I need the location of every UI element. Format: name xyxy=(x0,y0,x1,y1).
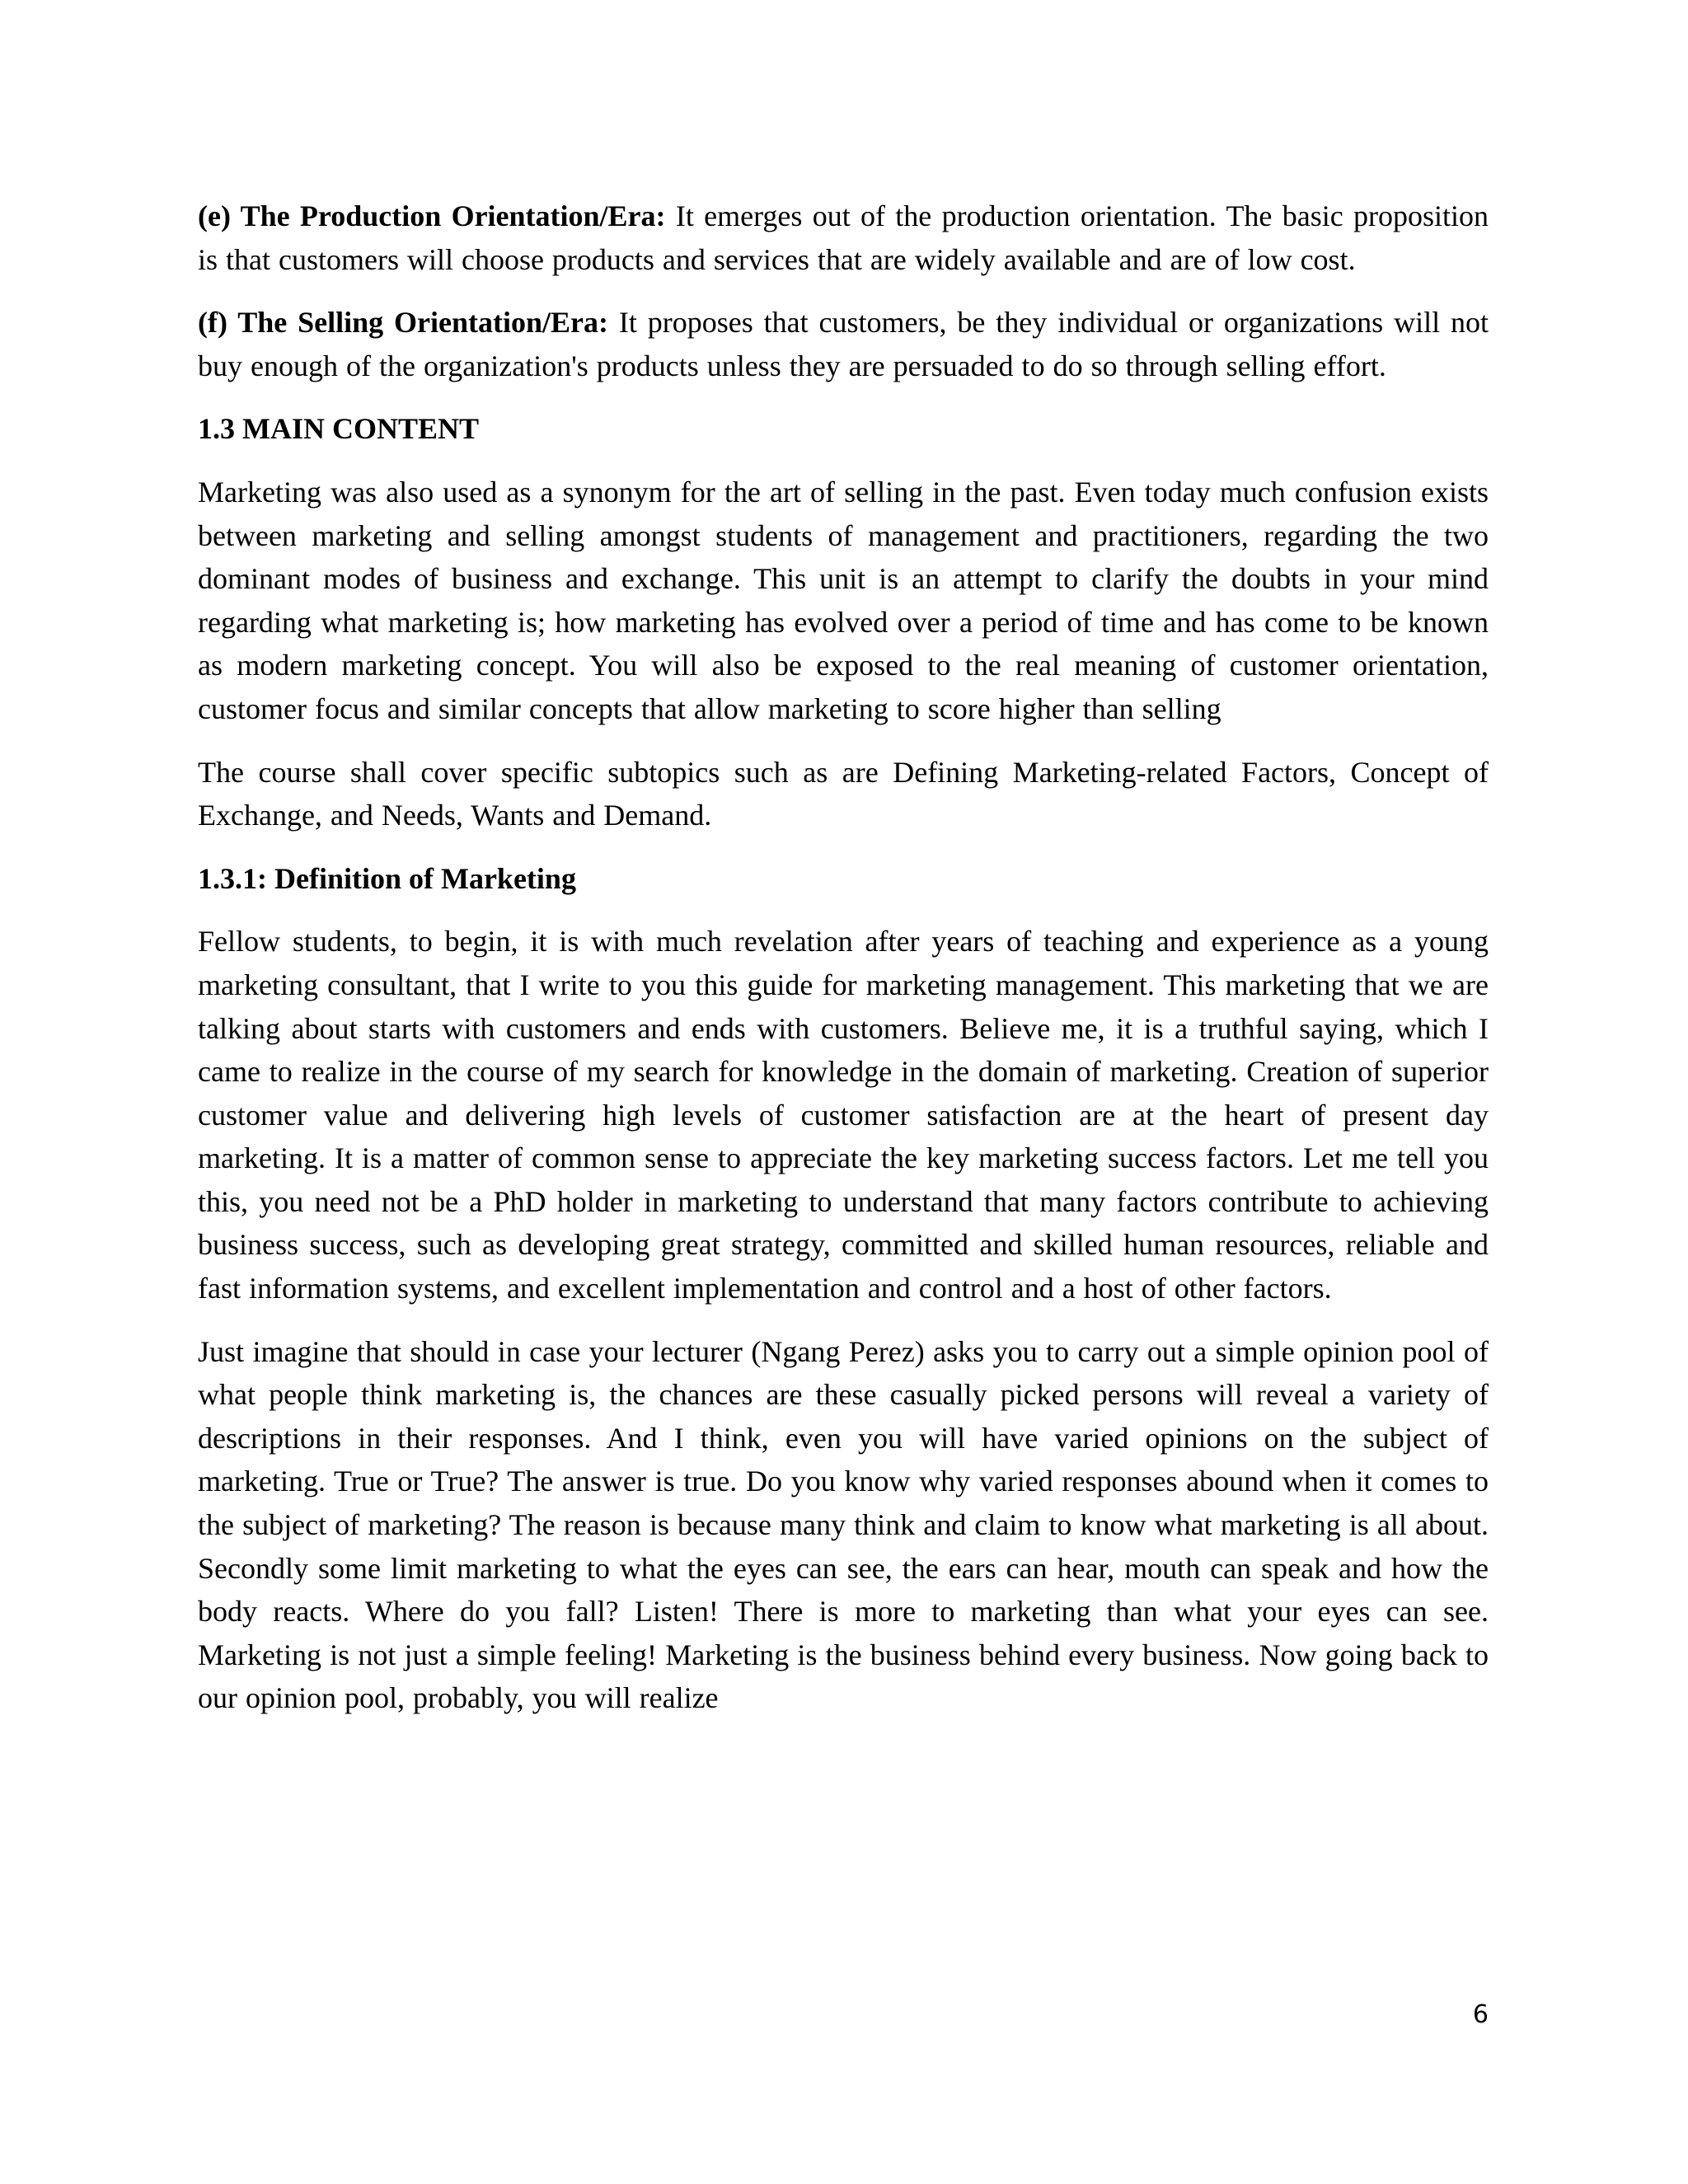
paragraph-definition-2: Just imagine that should in case your lecturer (Ngang Perez) asks you to carry out a simple opinion pool of what people think marketing is, the chances are these casually picked persons will reveal a variety of descriptions in their responses. And I think, even you will have varied opinions on the subject of marketing. True or True? The answer is true. Do you know why varied responses abound when it comes to the subject of marketing? The reason is because many think and claim to know what marketing is all about. Secondly some limit marketing to what the eyes can see, the ears can hear, mouth can speak and how the body reacts. Where do you fall? Listen! There is more to marketing than what your eyes can see. Marketing is not just a simple feeling! Marketing is the business behind every business. Now going back to our opinion pool, probably, you will realize xyxy=(198,1334,1489,1715)
paragraph-production-orientation xyxy=(198,194,1489,281)
paragraph-main-content-2: The course shall cover specific subtopics such as are Defining Marketing-related Factors, Concept of Exchange, and Needs, Wants and Demand. xyxy=(198,755,1489,832)
page-number: 6 xyxy=(1472,2000,1489,2029)
paragraph-selling-orientation xyxy=(198,301,1489,387)
production-orientation-lead: (e) The Production Orientation/Era: xyxy=(198,199,666,232)
selling-orientation-lead: (f) The Selling Orientation/Era: xyxy=(198,306,608,340)
production-orientation-body: It emerges out of the production orientation. The basic proposition is that customers will choose products and services that are widely available and are of low cost. xyxy=(198,199,1489,276)
heading-definition-of-marketing: 1.3.1: Definition of Marketing xyxy=(198,861,576,895)
selling-orientation-body: It proposes that customers, be they individual or organizations will not buy enough of the organization's products unless they are persuaded to do so through selling effort. xyxy=(198,306,1489,382)
paragraph-definition-1: Fellow students, to begin, it is with much revelation after years of teaching and experience as a young marketing consultant, that I write to you this guide for marketing management. This marketing that we are talking about starts with customers and ends with customers. Believe me, it is a truthful saying, which I came to realize in the course of my search for knowledge in the domain of marketing. Creation of superior customer value and delivering high levels of customer satisfaction are at the heart of present day marketing. It is a matter of common sense to appreciate the key marketing success factors. Let me tell you this, you need not be a PhD holder in marketing to understand that many factors contribute to achieving business success, such as developing great strategy, committed and skilled human resources, reliable and fast information systems, and excellent implementation and control and a host of other factors. xyxy=(198,925,1489,1305)
page-content xyxy=(198,194,1489,1740)
heading-main-content: 1.3 MAIN CONTENT xyxy=(198,412,480,446)
paragraph-main-content-1: Marketing was also used as a synonym for the art of selling in the past. Even today much confusion exists between marketing and selling amongst students of management and practitioners, regarding the two dominant modes of business and exchange. This unit is an attempt to clarify the doubts in your mind regarding what marketing is; how marketing has evolved over a period of time and has come to be known as modern marketing concept. You will also be exposed to the real meaning of customer orientation, customer focus and similar concepts that allow marketing to score higher than selling xyxy=(198,475,1489,725)
